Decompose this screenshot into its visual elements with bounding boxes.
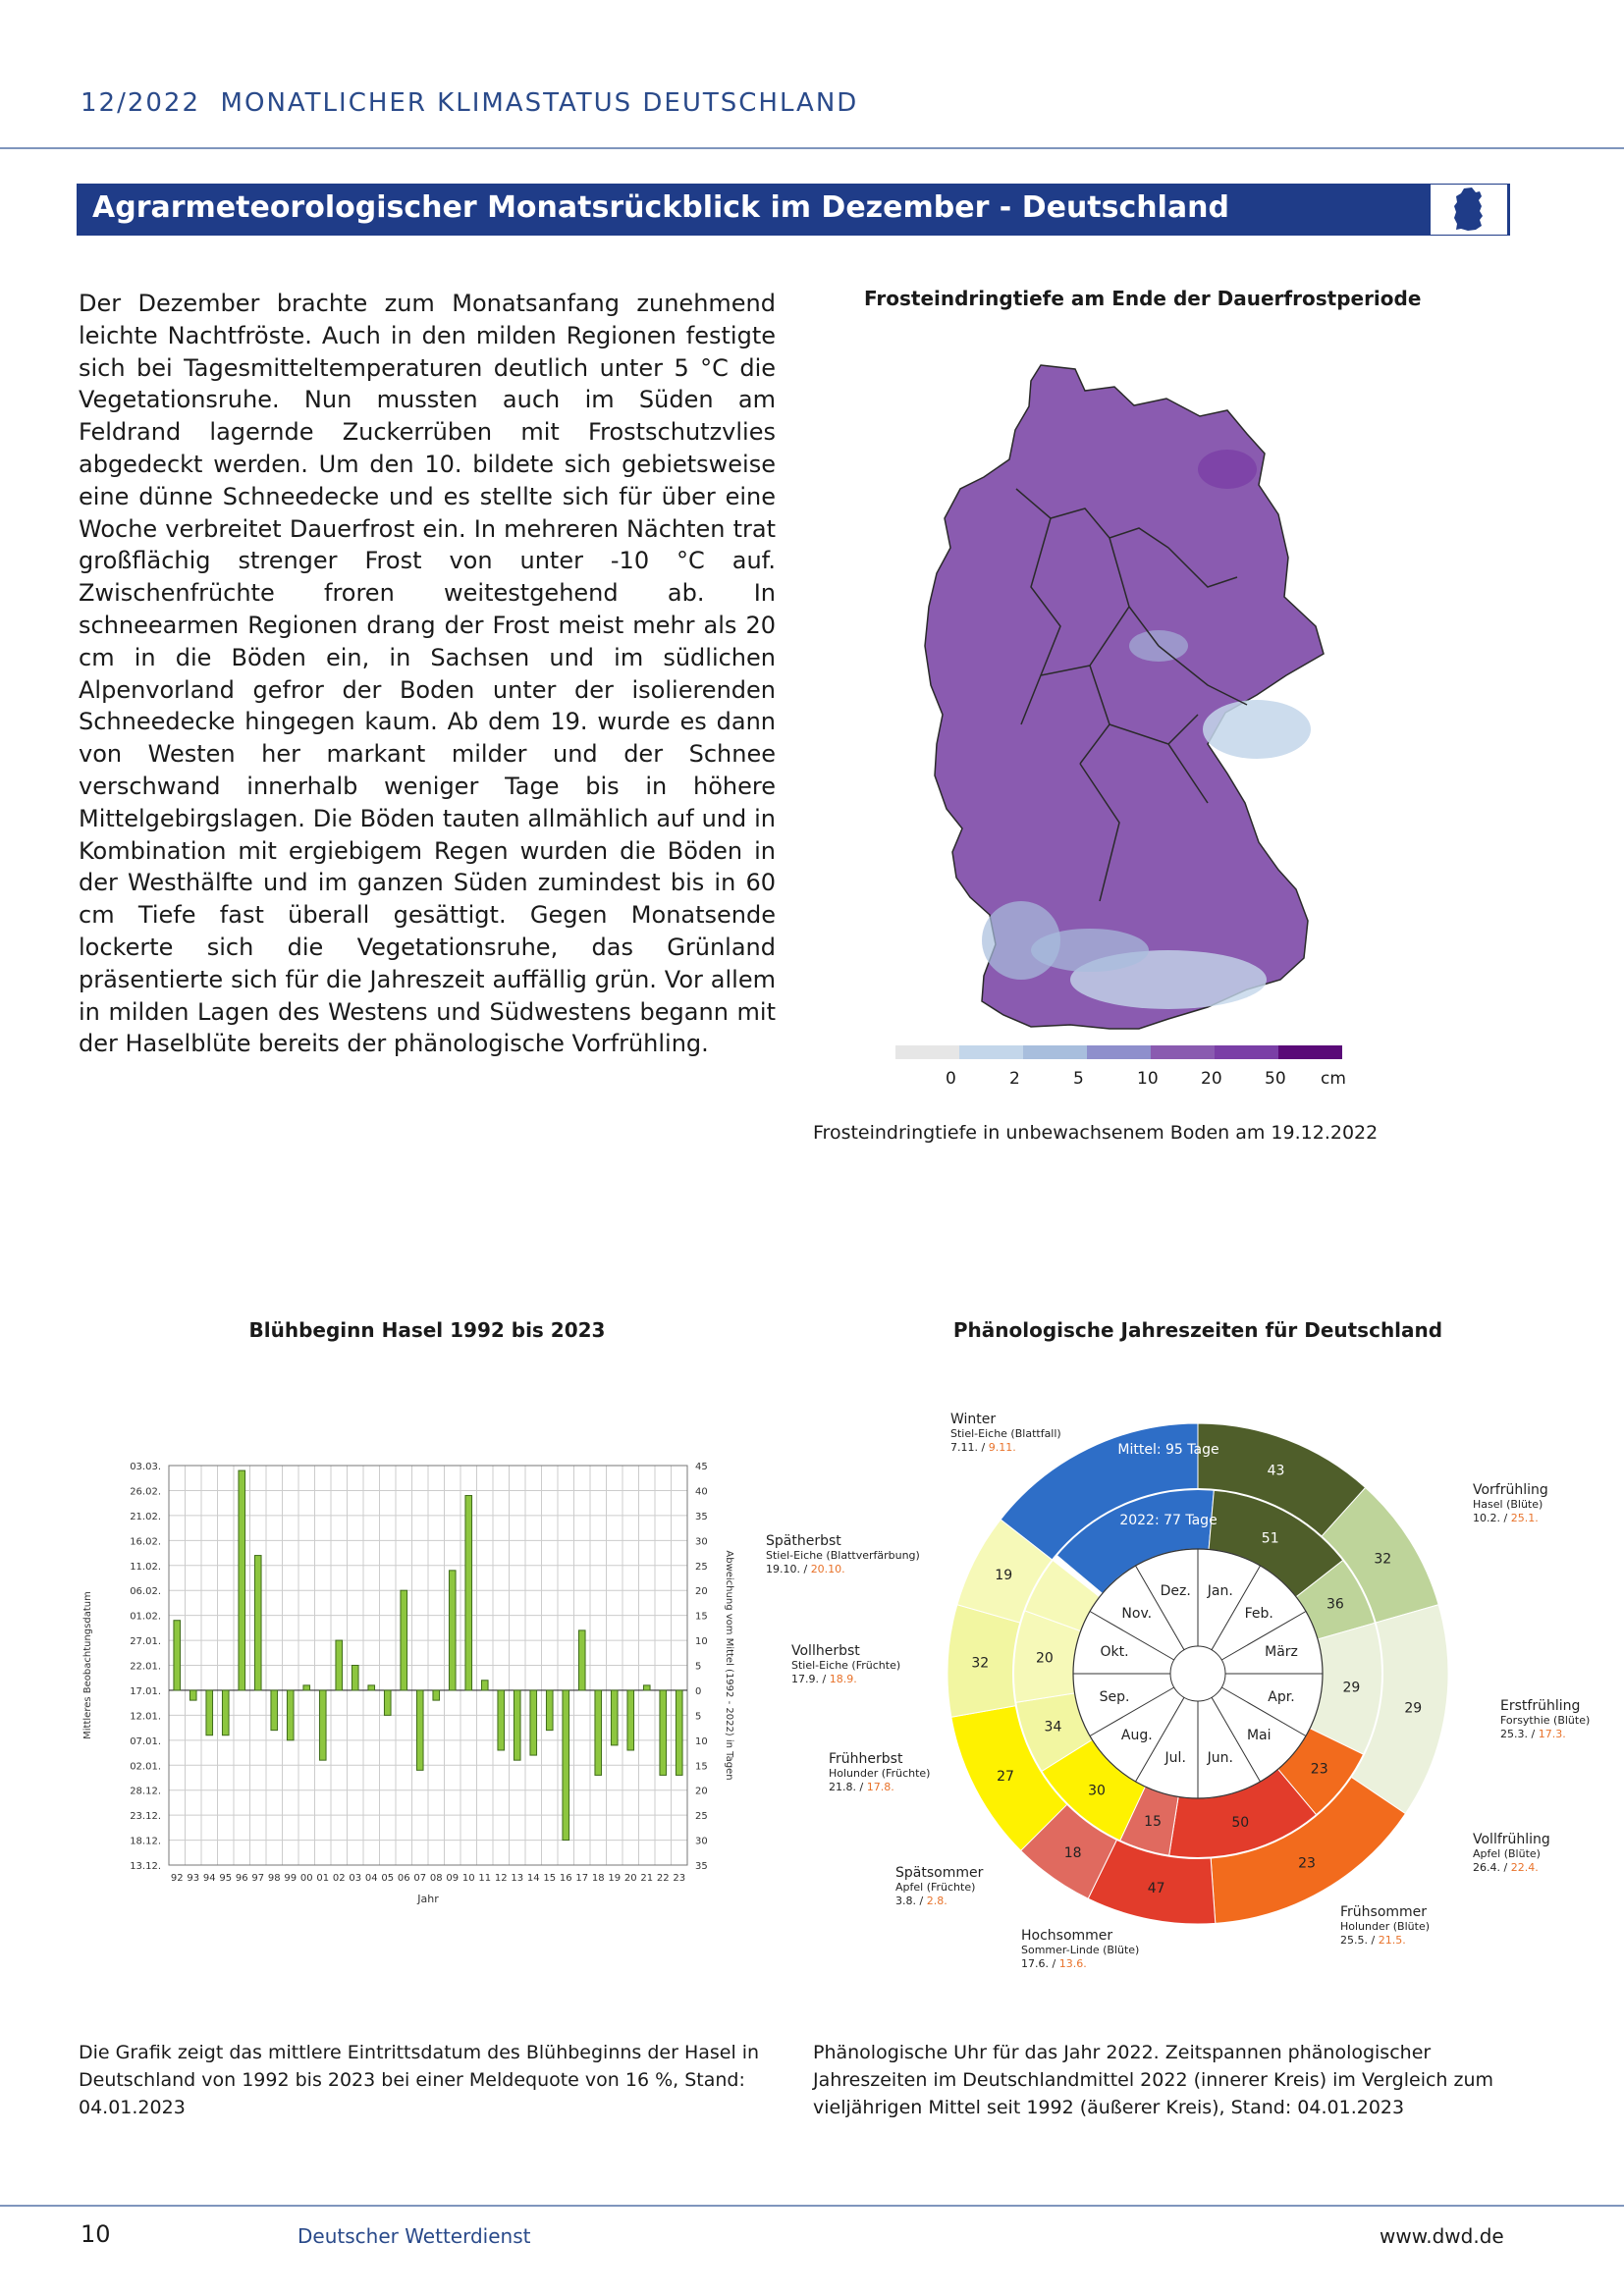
season-dates: 25.5. / 21.5. [1340, 1934, 1406, 1947]
bar [660, 1690, 667, 1775]
x-tick-label: 92 [170, 1873, 184, 1884]
x-tick-label: 97 [251, 1873, 265, 1884]
season-name: Winter [950, 1412, 997, 1427]
x-tick-label: 18 [591, 1873, 605, 1884]
season-dates: 21.8. / 17.8. [829, 1781, 894, 1793]
y-tick-label-right: 25 [695, 1811, 708, 1823]
legend-swatch [1151, 1045, 1215, 1059]
header-title [81, 88, 858, 118]
mean-winter-label: Mittel: 95 Tage [1117, 1442, 1219, 1458]
bar [222, 1690, 229, 1735]
season-dates: 19.10. / 20.10. [766, 1563, 845, 1575]
season-label [829, 1751, 930, 1793]
footer-divider [0, 2205, 1624, 2207]
season-name: Hochsommer [1021, 1928, 1113, 1944]
x-tick-label: 96 [235, 1873, 248, 1884]
y-tick-label-left: 12.01. [130, 1711, 161, 1723]
y-tick-label-right: 25 [695, 1561, 708, 1573]
season-name: Spätherbst [766, 1533, 841, 1549]
y-tick-label-left: 18.12. [130, 1836, 161, 1847]
x-tick-label: 21 [640, 1873, 654, 1884]
season-indicator: Sommer-Linde (Blüte) [1021, 1944, 1140, 1956]
inner-days-label: 36 [1326, 1596, 1344, 1613]
season-dates: 7.11. / 9.11. [950, 1441, 1016, 1454]
outer-days-label: 18 [1063, 1844, 1082, 1861]
bar [206, 1690, 213, 1735]
y-tick-label-left: 27.01. [130, 1636, 161, 1648]
inner-days-label: 23 [1310, 1761, 1328, 1778]
bar [643, 1685, 650, 1690]
y-tick-label-left: 21.02. [130, 1511, 161, 1522]
germany-map-icon [1431, 185, 1507, 235]
x-tick-label: 10 [461, 1873, 475, 1884]
month-label: Jul. [1164, 1750, 1186, 1767]
month-label: Sep. [1099, 1688, 1130, 1705]
legend-label: 20 [1201, 1069, 1222, 1089]
page-number: 10 [81, 2220, 111, 2248]
bar [254, 1556, 261, 1690]
season-indicator: Stiel-Eiche (Blattfall) [950, 1427, 1061, 1440]
outer-days-label: 27 [997, 1769, 1014, 1786]
x-tick-label: 98 [267, 1873, 281, 1884]
x-tick-label: 00 [299, 1873, 313, 1884]
y-tick-label-right: 35 [695, 1861, 708, 1872]
y-tick-label-left: 17.01. [130, 1685, 161, 1697]
legend-swatch [1023, 1045, 1087, 1059]
season-indicator: Stiel-Eiche (Blattverfärbung) [766, 1549, 920, 1562]
x-tick-label: 16 [559, 1873, 572, 1884]
y-axis-label-right: Abweichung vom Mittel (1992 - 2022) in Tagen [724, 1550, 734, 1781]
season-label [1021, 1928, 1139, 1970]
y-tick-label-right: 5 [695, 1661, 702, 1673]
x-tick-label: 08 [429, 1873, 443, 1884]
inner-days-label: 30 [1088, 1783, 1106, 1799]
month-label: Nov. [1121, 1605, 1153, 1622]
legend-label: cm [1321, 1069, 1346, 1089]
x-tick-label: 11 [478, 1873, 492, 1884]
x-tick-label: 14 [526, 1873, 540, 1884]
bar [336, 1640, 343, 1690]
y-tick-label-left: 11.02. [130, 1561, 161, 1573]
season-label [1473, 1832, 1550, 1874]
x-tick-label: 04 [364, 1873, 378, 1884]
clock-title: Phänologische Jahreszeiten für Deutschland [952, 1318, 1443, 1342]
bar [578, 1630, 585, 1690]
legend-label: 50 [1265, 1069, 1286, 1089]
y-tick-label-left: 07.01. [130, 1735, 161, 1747]
y-tick-label-right: 20 [695, 1586, 708, 1598]
month-label: Jan. [1207, 1582, 1233, 1599]
x-tick-label: 94 [202, 1873, 216, 1884]
article-body: Der Dezember brachte zum Monatsanfang zunehmend leichte Nachtfröste. Auch in den milden Regionen festigte sich bei Tagesmitteltemperaturen deutlich unter 5 °C die Vegetationsruhe. Nun mussten auch im Süden am Feldrand lagernde Zuckerrüben mit Frostschutzvlies abgedeckt werden. Um den 10. bildete sich gebietsweise eine dünne Schneedecke und es stellte sich für über eine Woche verbreitet Dauerfrost ein. In mehreren Nächten trat großflächig strenger Frost von unter -10 °C auf. Zwischenfrüchte froren weitestgehend ab. In schneearmen Regionen drang der Frost meist mehr als 20 cm in die Böden ein, in Sachsen und im südlichen Alpenvorland gefror der Boden unter der isolierenden Schneedecke hingegen kaum. Ab dem 19. wurde es dann von Westen her markant milder und der Schnee verschwand innerhalb weniger Tage bis in höhere Mittelgebirgslagen. Die Böden tauten allmählich auf und in Kombination mit ergiebigem Regen wurden die Böden in der Westhälfte und im ganzen Süden zumindest bis in 60 cm Tiefe fast überall gesättigt. Gegen Monatsende lockerte sich die Vegetationsruhe, das Grünland präsentierte sich für die Jahreszeit auffällig grün. Vor allem in milden Lagen des Westens und Südwestens begann mit der Haselblüte bereits der phänologische Vorfrühling. [79, 290, 776, 1058]
legend-label: 0 [946, 1069, 956, 1089]
bar [384, 1690, 391, 1715]
y-tick-label-right: 15 [695, 1761, 708, 1773]
clock-caption: Phänologische Uhr für das Jahr 2022. Zeitspannen phänologischer Jahreszeiten im Deutschlandmittel 2022 (innerer Kreis) im Vergleich zum vieljährigen Mittel seit 1992 (äußerer Kreis), Stand: 04.01.2023 [813, 2042, 1494, 2118]
season-dates: 3.8. / 2.8. [895, 1895, 947, 1907]
inner-days-label: 51 [1261, 1530, 1279, 1547]
month-label: Okt. [1100, 1644, 1129, 1661]
x-tick-label: 12 [494, 1873, 508, 1884]
frost-depth-map [913, 351, 1404, 1058]
phenological-clock [766, 1404, 1591, 1973]
header-issue: 12/2022 [81, 88, 201, 118]
bar [465, 1496, 472, 1690]
season-indicator: Apfel (Früchte) [895, 1881, 976, 1894]
inner-days-label: 34 [1044, 1719, 1062, 1735]
bar [627, 1690, 634, 1750]
season-dates: 17.6. / 13.6. [1021, 1957, 1087, 1970]
outer-days-label: 19 [995, 1568, 1013, 1584]
dial-center [1170, 1646, 1225, 1701]
season-name: Frühsommer [1340, 1904, 1428, 1920]
bar [563, 1690, 569, 1841]
x-tick-label: 99 [284, 1873, 298, 1884]
bar [546, 1690, 553, 1731]
section-title: Agrarmeteorologischer Monatsrückblick im Dezember - Deutschland [92, 190, 1230, 225]
bar [481, 1681, 488, 1690]
season-name: Vorfrühling [1473, 1482, 1548, 1498]
footer-url: www.dwd.de [1380, 2224, 1504, 2248]
season-name: Spätsommer [895, 1865, 984, 1881]
x-tick-label: 03 [349, 1873, 362, 1884]
y-tick-label-left: 13.12. [130, 1861, 161, 1872]
legend-swatch [1087, 1045, 1151, 1059]
outer-days-label: 32 [1374, 1551, 1392, 1568]
bar [514, 1690, 520, 1760]
y-tick-label-right: 45 [695, 1462, 708, 1472]
hasel-chart-title: Blühbeginn Hasel 1992 bis 2023 [248, 1318, 606, 1342]
x-tick-label: 15 [543, 1873, 557, 1884]
inner-days-label: 29 [1342, 1680, 1361, 1696]
legend-swatch [959, 1045, 1023, 1059]
season-label [1340, 1904, 1430, 1947]
legend-swatch [1215, 1045, 1278, 1059]
season-label [895, 1865, 984, 1907]
bar [303, 1685, 310, 1690]
y-tick-label-left: 03.03. [130, 1462, 161, 1472]
x-tick-label: 93 [187, 1873, 200, 1884]
bar [433, 1690, 440, 1700]
x-tick-label: 20 [623, 1873, 637, 1884]
legend-label: 5 [1073, 1069, 1084, 1089]
x-axis-label: Jahr [417, 1893, 439, 1905]
month-label: Mai [1246, 1728, 1272, 1744]
x-tick-label: 07 [413, 1873, 427, 1884]
x-tick-label: 06 [397, 1873, 410, 1884]
bar [676, 1690, 682, 1775]
x-tick-label: 09 [446, 1873, 460, 1884]
bar [189, 1690, 196, 1700]
bar [449, 1571, 456, 1690]
y-tick-label-right: 5 [695, 1711, 702, 1723]
outer-days-label: 23 [1298, 1855, 1316, 1872]
season-dates: 10.2. / 25.1. [1473, 1512, 1539, 1524]
month-label: März [1265, 1644, 1298, 1661]
season-indicator: Holunder (Blüte) [1340, 1920, 1431, 1933]
season-dates: 17.9. / 18.9. [791, 1673, 857, 1685]
bar [352, 1666, 358, 1690]
legend-swatch [895, 1045, 959, 1059]
hasel-bar-chart [79, 1448, 785, 1958]
y-axis-label-left: Mittleres Beobachtungsdatum [82, 1591, 93, 1739]
hasel-chart-caption: Die Grafik zeigt das mittlere Eintrittsdatum des Blühbeginns der Hasel in Deutschland von 1992 bis 2023 bei einer Meldequote von 16 %, Stand: 04.01.2023 [79, 2042, 760, 2118]
y-tick-label-left: 26.02. [130, 1486, 161, 1498]
season-name: Vollherbst [791, 1643, 860, 1659]
season-indicator: Stiel-Eiche (Früchte) [791, 1659, 901, 1672]
outer-days-label: 43 [1267, 1463, 1285, 1479]
bar [239, 1470, 245, 1690]
season-name: Erstfrühling [1500, 1698, 1581, 1714]
y-tick-label-left: 23.12. [130, 1811, 161, 1823]
y-tick-label-left: 28.12. [130, 1786, 161, 1797]
y-tick-label-right: 0 [695, 1685, 702, 1697]
header-publication: MONATLICHER KLIMASTATUS DEUTSCHLAND [220, 88, 859, 118]
x-tick-label: 13 [511, 1873, 524, 1884]
y-tick-label-right: 30 [695, 1536, 708, 1548]
inner-days-label: 50 [1231, 1814, 1250, 1831]
season-name: Vollfrühling [1473, 1832, 1550, 1847]
x-tick-label: 95 [219, 1873, 233, 1884]
y-tick-label-right: 15 [695, 1611, 708, 1623]
season-dates: 26.4. / 22.4. [1473, 1861, 1539, 1874]
bar [287, 1690, 294, 1740]
season-indicator: Forsythie (Blüte) [1500, 1714, 1591, 1727]
bar [401, 1590, 407, 1690]
y-tick-label-left: 02.01. [130, 1761, 161, 1773]
season-label [1473, 1482, 1548, 1524]
season-indicator: Holunder (Früchte) [829, 1767, 931, 1780]
y-tick-label-right: 30 [695, 1836, 708, 1847]
season-label [950, 1412, 1061, 1454]
bar [416, 1690, 423, 1770]
season-label [791, 1643, 900, 1685]
footer-organization: Deutscher Wetterdienst [298, 2224, 531, 2248]
month-label: Aug. [1120, 1728, 1153, 1744]
x-tick-label: 22 [656, 1873, 670, 1884]
year-winter-label: 2022: 77 Tage [1119, 1513, 1218, 1528]
x-tick-label: 19 [608, 1873, 622, 1884]
season-dates: 25.3. / 17.3. [1500, 1728, 1566, 1740]
outer-days-label: 29 [1404, 1700, 1423, 1717]
season-name: Frühherbst [829, 1751, 903, 1767]
y-tick-label-right: 20 [695, 1786, 708, 1797]
y-tick-label-left: 22.01. [130, 1661, 161, 1673]
y-tick-label-left: 01.02. [130, 1611, 161, 1623]
season-indicator: Apfel (Blüte) [1473, 1847, 1541, 1860]
month-label: Dez. [1160, 1582, 1191, 1599]
y-tick-label-right: 10 [695, 1735, 708, 1747]
season-indicator: Hasel (Blüte) [1473, 1498, 1543, 1511]
x-tick-label: 17 [575, 1873, 589, 1884]
y-tick-label-left: 16.02. [130, 1536, 161, 1548]
bar [530, 1690, 537, 1755]
header-divider [0, 147, 1624, 149]
legend-swatch [1278, 1045, 1342, 1059]
y-tick-label-left: 06.02. [130, 1586, 161, 1598]
y-tick-label-right: 10 [695, 1636, 708, 1648]
x-tick-label: 23 [673, 1873, 686, 1884]
legend-label: 10 [1137, 1069, 1159, 1089]
outer-days-label: 32 [971, 1655, 990, 1672]
bar [611, 1690, 618, 1745]
frost-map-title: Frosteindringtiefe am Ende der Dauerfrostperiode [864, 287, 1422, 310]
inner-days-label: 15 [1144, 1814, 1163, 1831]
y-tick-label-right: 40 [695, 1486, 708, 1498]
bar [319, 1690, 326, 1760]
x-tick-label: 02 [332, 1873, 346, 1884]
month-label: Apr. [1268, 1688, 1295, 1705]
season-label [1500, 1698, 1590, 1740]
outer-days-label: 47 [1147, 1880, 1165, 1896]
x-tick-label: 05 [381, 1873, 395, 1884]
month-label: Feb. [1244, 1605, 1273, 1622]
legend-label: 2 [1009, 1069, 1020, 1089]
bar [498, 1690, 505, 1750]
x-tick-label: 01 [316, 1873, 330, 1884]
bar [595, 1690, 602, 1775]
bar [174, 1621, 181, 1690]
bar [368, 1685, 375, 1690]
frost-map-caption: Frosteindringtiefe in unbewachsenem Boden am 19.12.2022 [813, 1122, 1379, 1144]
bar [271, 1690, 278, 1731]
month-label: Jun. [1207, 1750, 1233, 1767]
y-tick-label-right: 35 [695, 1511, 708, 1522]
season-label [766, 1533, 920, 1575]
inner-days-label: 20 [1035, 1650, 1054, 1667]
